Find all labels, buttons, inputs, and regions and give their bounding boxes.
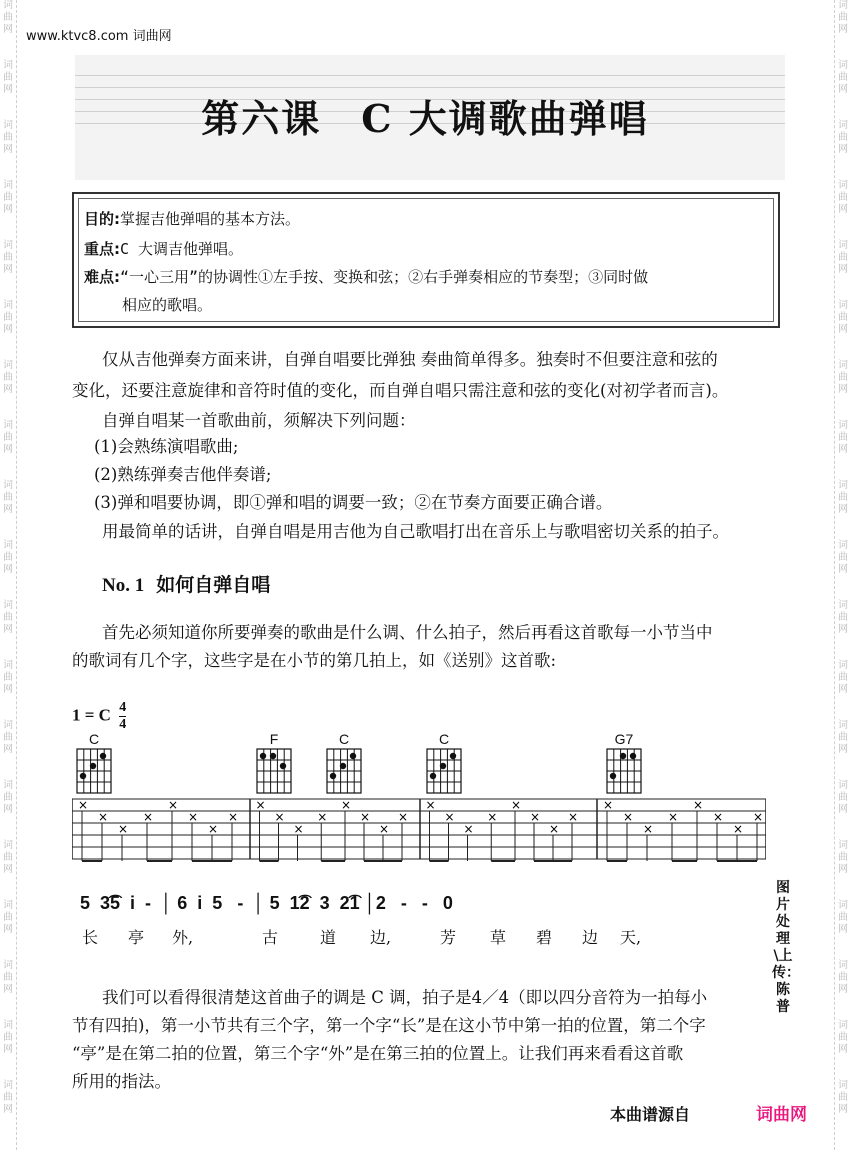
- watermark-glyphs: 词 曲 网: [838, 660, 848, 695]
- lyric-word: 芳: [440, 928, 457, 947]
- svg-text:×: ×: [360, 810, 371, 824]
- watermark-glyphs: 词 曲 网: [3, 660, 13, 695]
- watermark-glyphs: 词 曲 网: [3, 720, 13, 755]
- section-text-line1: 首先必须知道你所要弹奏的歌曲是什么调、什么拍子，然后再看这首歌每一小节当中: [102, 623, 713, 642]
- list-item-1: (1)会熟练演唱歌曲;: [94, 437, 239, 456]
- lyric-word: 草: [490, 928, 507, 947]
- chord-diagram: [325, 731, 363, 800]
- chord-diagram: [255, 731, 293, 800]
- page-title: 第六课 C 大调歌曲弹唱: [201, 96, 649, 141]
- difficulty-text-cont: 相应的歌唱。: [122, 296, 213, 314]
- chord-diagram: [605, 731, 643, 800]
- intro-para1-line2: 变化，还要注意旋律和音符时值的变化，而自弹自唱只需注意和弦的变化(对初学者而言)。: [72, 381, 729, 400]
- lyric-word: 边,: [370, 928, 392, 947]
- svg-text:×: ×: [444, 810, 455, 824]
- key-signature: [72, 700, 126, 733]
- jianpu-notation: 5 3͡5 i - │ 6 i 5 - │ 5 1͡2 3 2͡1 │2 - - 0: [80, 893, 453, 913]
- lyric-word: 碧: [536, 928, 553, 947]
- section-title: 如何自弹自唱: [156, 574, 271, 596]
- list-item-2: (2)熟练弹奏吉他伴奏谱;: [94, 465, 272, 484]
- chord-diagram: [75, 731, 113, 800]
- watermark-glyphs: 词 曲 网: [838, 180, 848, 215]
- watermark-glyphs: 词 曲 网: [838, 1080, 848, 1115]
- difficulty-line: [84, 266, 648, 287]
- svg-text:×: ×: [643, 822, 654, 836]
- svg-text:×: ×: [98, 810, 109, 824]
- chord-name: G7: [614, 731, 634, 747]
- watermark-glyphs: 词 曲 网: [3, 900, 13, 935]
- watermark-glyphs: 词 曲 网: [838, 900, 848, 935]
- svg-text:×: ×: [398, 810, 409, 824]
- svg-text:×: ×: [623, 810, 634, 824]
- chord-name: C: [338, 731, 350, 747]
- svg-text:×: ×: [143, 810, 154, 824]
- intro-para1-line1: 仅从吉他弹奏方面来讲，自弹自唱要比弹独 奏曲简单得多。独奏时不但要注意和弦的: [102, 350, 718, 369]
- goal-line: [84, 208, 300, 229]
- watermark-glyphs: 词 曲 网: [838, 0, 848, 35]
- chord-grid: [325, 747, 363, 795]
- section-heading: [102, 570, 270, 597]
- outro-line1: 我们可以看得很清楚这首曲子的调是 C 调，拍子是4／4（即以四分音符为一拍每小: [102, 988, 708, 1007]
- lyric-word: 亭: [128, 928, 145, 947]
- svg-text:×: ×: [341, 798, 352, 812]
- watermark-glyphs: 词 曲 网: [838, 60, 848, 95]
- svg-text:×: ×: [274, 810, 285, 824]
- watermark-glyphs: 词 曲 网: [3, 540, 13, 575]
- difficulty-text: “一心三用”的协调性①左手按、变换和弦；②右手弹奏相应的节奏型；③同时做: [120, 268, 649, 286]
- svg-text:×: ×: [118, 822, 129, 836]
- lyric-word: 天,: [620, 928, 642, 947]
- footer-brand-link[interactable]: 词曲网: [756, 1105, 807, 1125]
- tablature-staff: [72, 795, 766, 865]
- lyric-word: 长: [82, 928, 99, 947]
- watermark-glyphs: 词 曲 网: [3, 180, 13, 215]
- watermark-glyphs: 词 曲 网: [3, 120, 13, 155]
- chord-grid: [75, 747, 113, 795]
- svg-text:×: ×: [78, 798, 89, 812]
- watermark-glyphs: 词 曲 网: [3, 1080, 13, 1115]
- lyric-word: 古: [262, 928, 279, 947]
- svg-text:×: ×: [168, 798, 179, 812]
- chord-grid: [425, 747, 463, 795]
- lyric-word: 道: [320, 928, 337, 947]
- watermark-glyphs: 词 曲 网: [838, 120, 848, 155]
- outro-line4: 所用的指法。: [72, 1072, 171, 1091]
- watermark-glyphs: 词 曲 网: [838, 780, 848, 815]
- watermark-glyphs: 词 曲 网: [3, 240, 13, 275]
- intro-para2: 自弹自唱某一首歌曲前，须解决下列问题：: [102, 411, 416, 430]
- focus-line: [84, 238, 243, 259]
- focus-label: 重点:: [84, 240, 120, 258]
- outro-line2: 节有四拍)，第一小节共有三个字，第一个字“长”是在这小节中第一拍的位置，第二个字: [72, 1016, 706, 1035]
- footer-source-label: 本曲谱源自: [610, 1105, 691, 1124]
- watermark-glyphs: 词 曲 网: [3, 420, 13, 455]
- watermark-glyphs: 词 曲 网: [838, 240, 848, 275]
- svg-text:×: ×: [425, 798, 436, 812]
- outro-line3: “亭”是在第二拍的位置，第三个字“外”是在第三拍的位置上。让我们再来看看这首歌: [72, 1044, 684, 1063]
- chord-diagram: [425, 731, 463, 800]
- svg-text:×: ×: [317, 810, 328, 824]
- watermark-glyphs: 词 曲 网: [3, 300, 13, 335]
- difficulty-label: 难点:: [84, 268, 120, 286]
- watermark-glyphs: 词 曲 网: [838, 360, 848, 395]
- svg-text:×: ×: [603, 798, 614, 812]
- chord-name: C: [88, 731, 100, 747]
- watermark-glyphs: 词 曲 网: [3, 960, 13, 995]
- watermark-glyphs: 词 曲 网: [3, 1020, 13, 1055]
- watermark-glyphs: 词 曲 网: [838, 960, 848, 995]
- lyric-word: 外,: [172, 928, 194, 947]
- lyric-word: 边: [582, 928, 599, 947]
- watermark-glyphs: 词 曲 网: [3, 0, 13, 35]
- svg-text:×: ×: [511, 798, 522, 812]
- svg-text:×: ×: [379, 822, 390, 836]
- watermark-glyphs: 词 曲 网: [3, 780, 13, 815]
- svg-text:×: ×: [530, 810, 541, 824]
- time-signature: [119, 700, 126, 733]
- list-item-3: (3)弹和唱要协调，即①弹和唱的调要一致；②在节奏方面要正确合谱。: [94, 493, 613, 512]
- watermark-glyphs: 词 曲 网: [838, 420, 848, 455]
- section-text-line2: 的歌词有几个字，这些字是在小节的第几拍上，如《送别》这首歌:: [72, 651, 557, 670]
- chord-name: F: [269, 731, 279, 747]
- section-number: No. 1: [102, 575, 145, 596]
- svg-text:×: ×: [693, 798, 704, 812]
- svg-text:×: ×: [188, 810, 199, 824]
- goal-text: 掌握吉他弹唱的基本方法。: [120, 210, 301, 228]
- svg-text:×: ×: [668, 810, 679, 824]
- watermark-glyphs: 词 曲 网: [838, 300, 848, 335]
- watermark-glyphs: 词 曲 网: [3, 60, 13, 95]
- intro-para3: 用最简单的话讲，自弹自唱是用吉他为自己歌唱打出在音乐上与歌唱密切关系的拍子。: [102, 522, 729, 541]
- watermark-glyphs: 词 曲 网: [838, 480, 848, 515]
- key-label: 1 = C: [72, 705, 111, 725]
- svg-text:×: ×: [208, 822, 219, 836]
- svg-text:×: ×: [568, 810, 579, 824]
- chord-name: C: [438, 731, 450, 747]
- left-margin-line: [16, 0, 17, 1150]
- watermark-glyphs: 词 曲 网: [838, 540, 848, 575]
- time-top: 4: [119, 700, 127, 715]
- svg-text:×: ×: [487, 810, 498, 824]
- watermark-glyphs: 词 曲 网: [3, 600, 13, 635]
- svg-text:×: ×: [255, 798, 266, 812]
- svg-text:×: ×: [228, 810, 239, 824]
- site-url[interactable]: www.ktvc8.com 词曲网: [26, 29, 172, 44]
- time-bottom: 4: [119, 717, 127, 732]
- watermark-glyphs: 词 曲 网: [3, 840, 13, 875]
- svg-text:×: ×: [463, 822, 474, 836]
- svg-text:×: ×: [733, 822, 744, 836]
- svg-text:×: ×: [753, 810, 764, 824]
- goal-label: 目的:: [84, 210, 120, 228]
- chord-grid: [605, 747, 643, 795]
- svg-text:×: ×: [549, 822, 560, 836]
- watermark-glyphs: 词 曲 网: [838, 720, 848, 755]
- focus-text: C 大调吉他弹唱。: [120, 240, 244, 258]
- chord-grid: [255, 747, 293, 795]
- watermark-glyphs: 词 曲 网: [838, 840, 848, 875]
- watermark-glyphs: 词 曲 网: [838, 600, 848, 635]
- watermark-glyphs: 词 曲 网: [838, 1020, 848, 1055]
- watermark-glyphs: 词 曲 网: [3, 360, 13, 395]
- left-watermark: [0, 0, 16, 1140]
- objectives-box: [72, 192, 780, 328]
- side-credit: 图片处理\上传：陈普: [772, 880, 800, 1015]
- svg-text:×: ×: [293, 822, 304, 836]
- svg-text:×: ×: [713, 810, 724, 824]
- right-watermark: [835, 0, 850, 1140]
- watermark-glyphs: 词 曲 网: [3, 480, 13, 515]
